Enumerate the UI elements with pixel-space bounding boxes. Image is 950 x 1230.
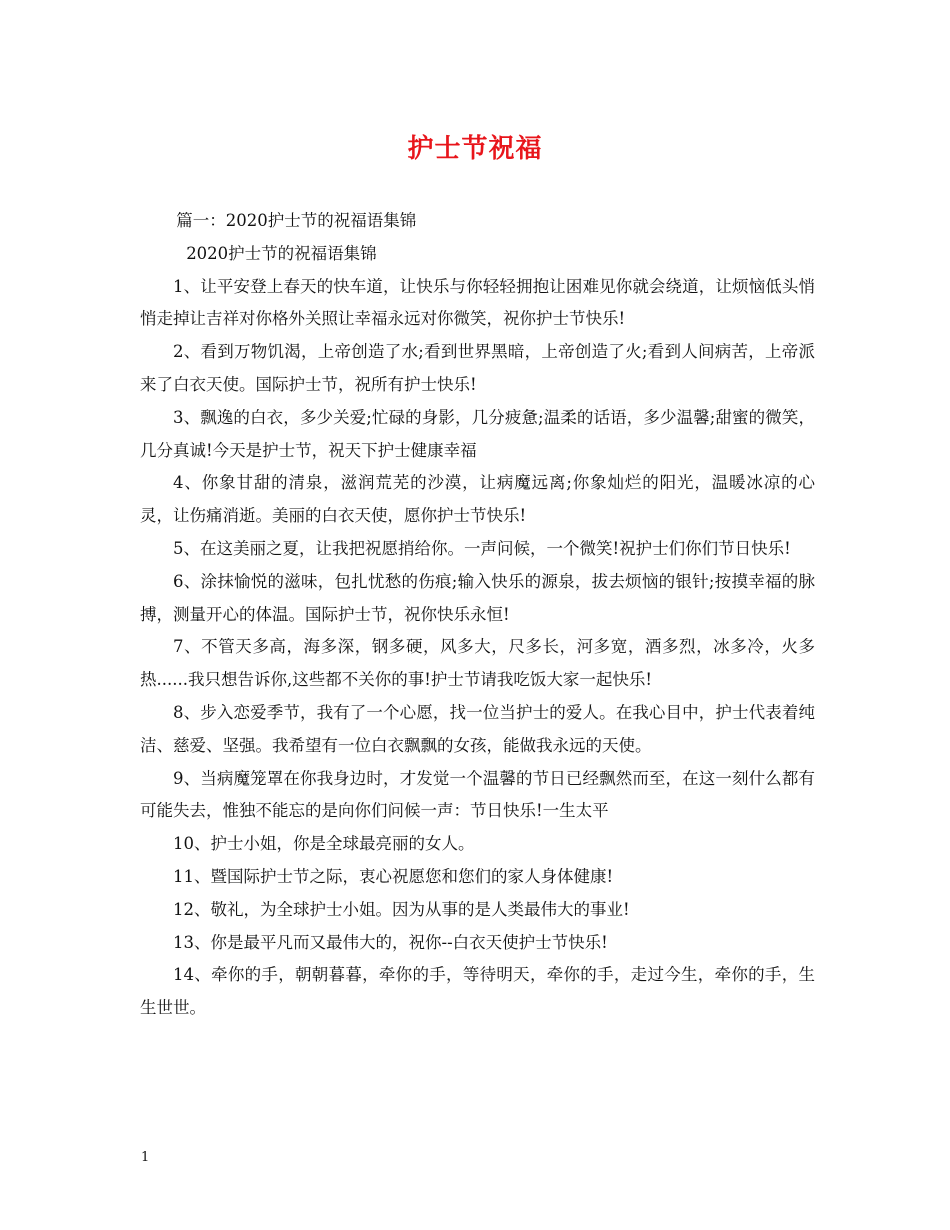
list-item: 7、不管天多高，海多深，钢多硬，风多大，尺多长，河多宽，酒多烈，冰多冷，火多热......我只想告诉你,这些都不关你的事!护士节请我吃饭大家一起快乐! <box>140 637 815 690</box>
list-item: 12、敬礼，为全球护士小姐。因为从事的是人类最伟大的事业! <box>173 899 630 919</box>
list-item: 3、飘逸的白衣，多少关爱;忙碌的身影，几分疲惫;温柔的话语，多少温馨;甜蜜的微笑，几分真诚!今天是护士节，祝天下护士健康幸福 <box>140 407 815 460</box>
list-item: 4、你象甘甜的清泉，滋润荒芜的沙漠，让病魔远离;你象灿烂的阳光，温暖冰凉的心灵，让伤痛消逝。美丽的白衣天使，愿你护士节快乐! <box>140 473 815 526</box>
list-item: 5、在这美丽之夏，让我把祝愿捎给你。一声问候，一个微笑!祝护士们你们节日快乐! <box>173 538 791 558</box>
list-item: 9、当病魔笼罩在你我身边时，才发觉一个温馨的节日已经飘然而至，在这一刻什么都有可能失去，惟独不能忘的是向你们问候一声：节日快乐!一生太平 <box>140 768 815 821</box>
list-item: 14、牵你的手，朝朝暮暮，牵你的手，等待明天，牵你的手，走过今生，牵你的手，生生世世。 <box>140 965 815 1018</box>
list-item: 11、暨国际护士节之际，衷心祝愿您和您们的家人身体健康! <box>173 866 614 886</box>
list-item: 13、你是最平凡而又最伟大的，祝你--白衣天使护士节快乐! <box>173 932 608 952</box>
section-heading: 篇一：2020护士节的祝福语集锦 <box>176 211 417 230</box>
list-item: 8、步入恋爱季节，我有了一个心愿，找一位当护士的爱人。在我心目中，护士代表着纯洁、慈爱、坚强。我希望有一位白衣飘飘的女孩，能做我永远的天使。 <box>140 702 815 755</box>
list-item: 2、看到万物饥渴，上帝创造了水;看到世界黑暗，上帝创造了火;看到人间病苦，上帝派来了白衣天使。国际护士节，祝所有护士快乐! <box>140 342 815 394</box>
list-item: 1、让平安登上春天的快车道，让快乐与你轻轻拥抱让困难见你就会绕道，让烦恼低头悄悄走掉让吉祥对你格外关照让幸福永远对你微笑，祝你护士节快乐! <box>140 276 815 329</box>
list-item: 6、涂抹愉悦的滋味，包扎忧愁的伤痕;输入快乐的源泉，拔去烦恼的银针;按摸幸福的脉搏，测量开心的体温。国际护士节，祝你快乐永恒! <box>140 571 815 624</box>
list-item: 10、护士小姐，你是全球最亮丽的女人。 <box>173 834 475 854</box>
document-title: 护士节祝福 <box>407 134 543 164</box>
section-subheading: 2020护士节的祝福语集锦 <box>186 243 377 263</box>
document-body <box>140 205 815 1025</box>
page-number: 1 <box>141 1150 150 1165</box>
